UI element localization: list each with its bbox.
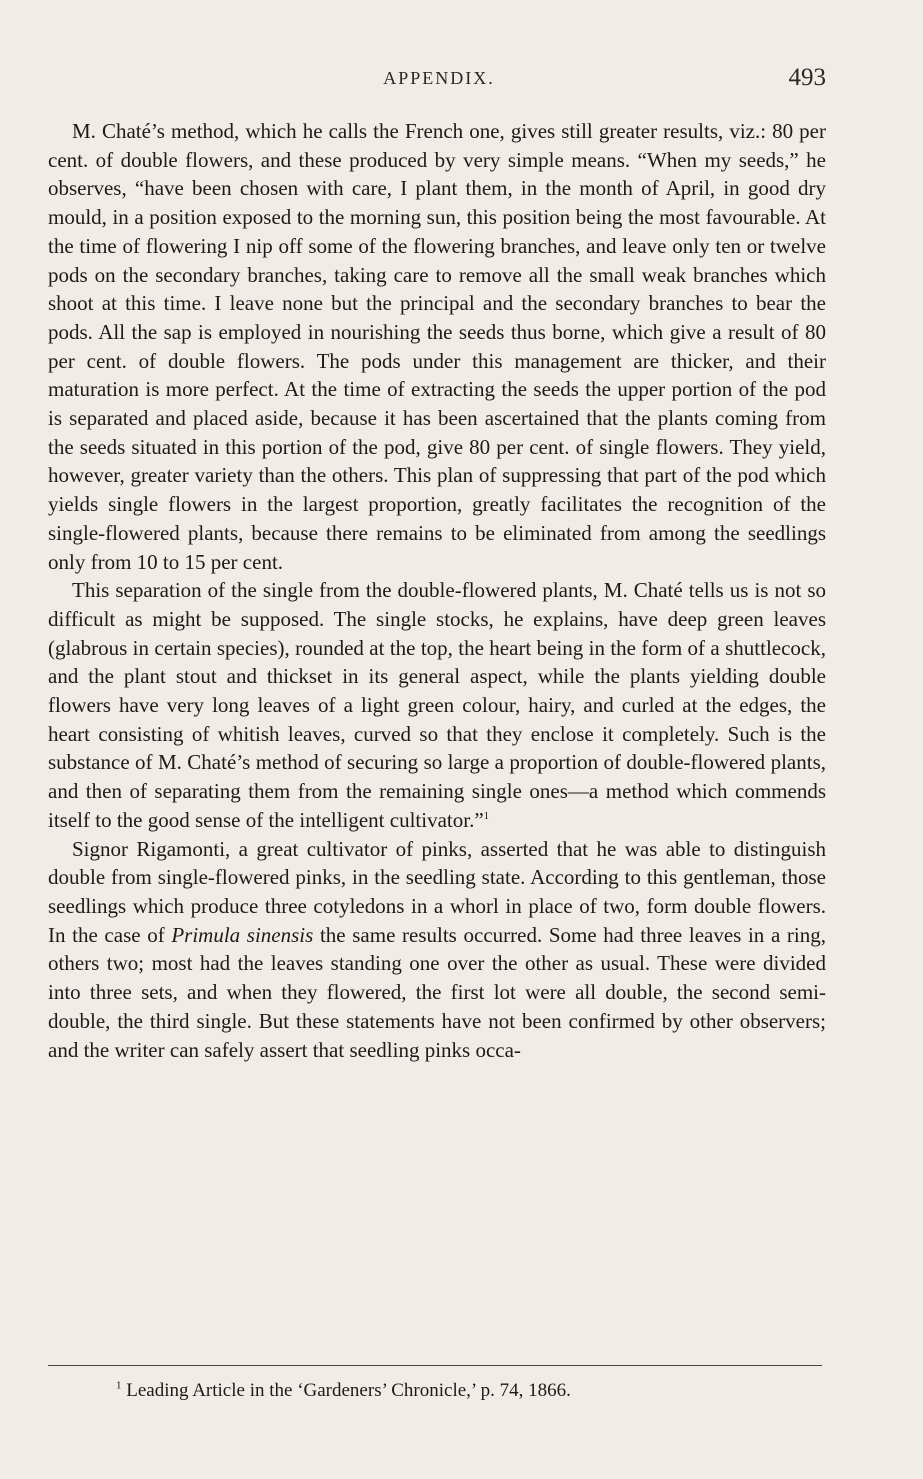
running-head: APPENDIX.: [383, 68, 495, 88]
paragraph-rigamonti: [48, 835, 826, 1065]
paragraph-text: the same results occurred. Some had three leaves in a ring, others two; most had the leaves standing one over the other as usual. These were divided into three sets, and when they flowered, the first lot were all double, the second semi-double, the third single. But these statements have not been confirmed by other observers; and the writer can safely assert that seedling pinks occa-: [48, 922, 826, 1062]
footnote-text: Leading Article in the ‘Gardeners’ Chronicle,’ p. 74, 1866.: [126, 1380, 571, 1401]
body-text: [48, 117, 826, 1064]
footnote: [48, 1378, 822, 1404]
page-number: 493: [788, 64, 826, 91]
footnote-reference: 1: [483, 809, 490, 822]
footnote-divider: [48, 1365, 822, 1366]
italic-species-name: Primula sinensis: [171, 922, 314, 947]
footnote-marker: 1: [116, 1379, 122, 1392]
paragraph-text: M. Chaté’s method, which he calls the French one, gives still greater results, viz.: 80 per cent. of double flowers, and these produced by very simple means. “When my seeds,” he observes, “have been chosen with care, I plant them, in the month of April, in good dry mould, in a position exposed to the morning sun, this position being the most favourable. At the time of flowering I nip off some of the flowering branches, and leave only ten or twelve pods on the secondary branches, taking care to remove all the small weak branches which shoot at this time. I leave none but the principal and the secondary branches to bear the pods. All the sap is employed in nourishing the seeds thus borne, which give a result of 80 per cent. of double flowers. The pods under this management are thicker, and their maturation is more perfect. At the time of extracting the seeds the upper portion of the pod is separated and placed aside, because it has been ascertained that the plants coming from the seeds situated in this portion of the pod, give 80 per cent. of single flowers. They yield, however, greater variety than the others. This plan of suppressing that part of the pod which yields single flowers in the largest proportion, greatly facilitates the recognition of the single-flowered plants, because there remains to be eliminated from among the seedlings only from 10 to 15 per cent.: [48, 119, 826, 574]
paragraph-chate-method: [48, 117, 826, 576]
paragraph-text: This separation of the single from the double-flowered plants, M. Chaté tells us is not so difficult as might be supposed. The single stocks, he explains, have deep green leaves (glabrous in certain species), rounded at the top, the heart being in the form of a shuttlecock, and the plant stout and thickset in its general aspect, while the plants yielding double flowers have very long leaves of a light green colour, hairy, and curled at the edges, the heart consisting of whitish leaves, curved so that they enclose it completely. Such is the substance of M. Chaté’s method of securing so large a proportion of double-flowered plants, and then of separating them from the remaining single ones—a method which commends itself to the good sense of the intelligent cultivator.”: [48, 578, 826, 832]
page-header: [48, 64, 830, 96]
paragraph-text: Signor Rigamonti, a great cultivator of pinks, asserted that he was able to distinguish double from single-flowered pinks, in the seedling state. According to this gentleman, those seedlings which produce three cotyledons in a whorl in place of two, form double flowers. In the case of: [48, 836, 826, 947]
paragraph-separation: [48, 576, 826, 834]
